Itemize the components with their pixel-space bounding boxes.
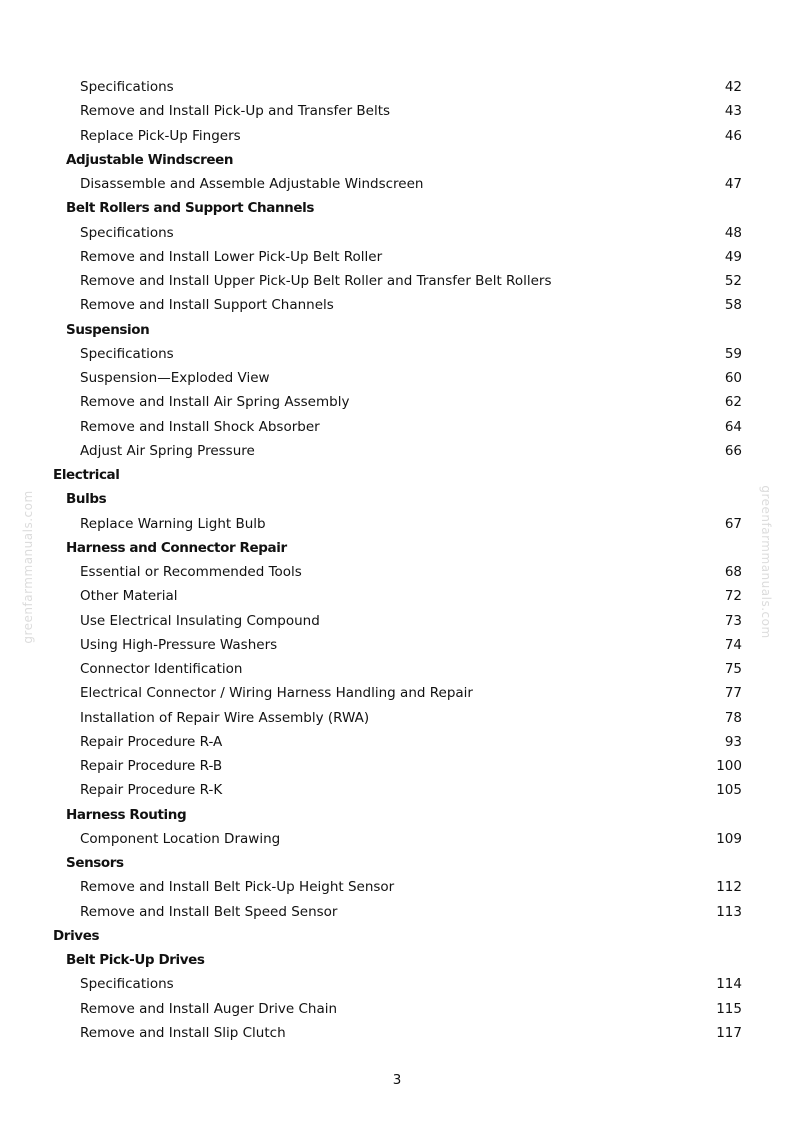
- table-of-contents: [0, 75, 794, 1045]
- toc-entry[interactable]: [0, 366, 794, 390]
- toc-entry-page: 114: [716, 976, 742, 993]
- toc-entry-page: 93: [724, 733, 742, 750]
- toc-entry-page: 68: [724, 564, 742, 580]
- toc-entry-page: 66: [724, 442, 742, 459]
- toc-entry[interactable]: [0, 657, 794, 681]
- toc-entry-page: 72: [724, 588, 742, 605]
- toc-entry-title: Specifications: [80, 976, 174, 993]
- toc-entry-page: 52: [724, 273, 742, 289]
- toc-entry-page: 100: [716, 758, 742, 774]
- toc-entry-page: 43: [724, 103, 742, 120]
- toc-section: [0, 851, 794, 875]
- toc-entry-page: 105: [716, 782, 742, 799]
- toc-section: [0, 196, 794, 220]
- toc-chapter: [0, 924, 794, 948]
- toc-entry-page: 67: [724, 515, 742, 532]
- toc-entry-title: Harness Routing: [66, 806, 187, 823]
- toc-entry-title: Repair Procedure R-A: [80, 733, 223, 750]
- toc-entry-title: Installation of Repair Wire Assembly (RWA): [80, 709, 370, 726]
- toc-entry-title: Remove and Install Lower Pick-Up Belt Roller: [80, 248, 383, 265]
- toc-section: [0, 318, 794, 342]
- toc-entry[interactable]: [0, 415, 794, 439]
- toc-entry[interactable]: [0, 997, 794, 1021]
- toc-entry-page: 75: [724, 661, 742, 677]
- toc-entry-title: Remove and Install Belt Pick-Up Height Sensor: [80, 879, 395, 896]
- toc-entry-title: Adjustable Windscreen: [66, 151, 234, 168]
- toc-chapter: [0, 463, 794, 487]
- toc-entry-page: 73: [724, 612, 742, 629]
- toc-entry[interactable]: [0, 972, 794, 996]
- toc-entry[interactable]: [0, 172, 794, 196]
- toc-entry[interactable]: [0, 681, 794, 705]
- toc-entry-title: Specifications: [80, 345, 174, 362]
- toc-entry[interactable]: [0, 754, 794, 778]
- toc-entry-title: Replace Warning Light Bulb: [80, 515, 266, 532]
- toc-entry[interactable]: [0, 342, 794, 366]
- toc-entry-title: Electrical: [53, 467, 120, 483]
- toc-entry-page: 60: [724, 370, 742, 386]
- toc-entry[interactable]: [0, 124, 794, 148]
- toc-entry-title: Disassemble and Assemble Adjustable Windscreen: [80, 176, 424, 192]
- toc-entry-title: Remove and Install Auger Drive Chain: [80, 1000, 338, 1017]
- toc-entry[interactable]: [0, 730, 794, 754]
- toc-entry[interactable]: [0, 390, 794, 414]
- toc-entry[interactable]: [0, 633, 794, 657]
- toc-entry-title: Remove and Install Support Channels: [80, 297, 334, 314]
- toc-entry-title: Electrical Connector / Wiring Harness Handling and Repair: [80, 685, 473, 702]
- toc-entry-page: 74: [724, 636, 742, 653]
- toc-entry-page: 117: [716, 1024, 742, 1041]
- toc-entry[interactable]: [0, 584, 794, 608]
- toc-entry[interactable]: [0, 269, 794, 293]
- toc-section: [0, 148, 794, 172]
- toc-entry-title: Belt Pick-Up Drives: [66, 952, 205, 968]
- toc-entry-title: Essential or Recommended Tools: [80, 564, 302, 580]
- toc-entry-page: 49: [724, 248, 742, 265]
- toc-entry-title: Drives: [53, 927, 100, 944]
- toc-entry[interactable]: [0, 827, 794, 851]
- toc-entry[interactable]: [0, 778, 794, 802]
- toc-entry-title: Connector Identification: [80, 661, 243, 677]
- toc-entry[interactable]: [0, 221, 794, 245]
- toc-entry-page: 113: [716, 903, 742, 920]
- toc-entry-title: Remove and Install Slip Clutch: [80, 1024, 286, 1041]
- toc-section: [0, 803, 794, 827]
- toc-section: [0, 948, 794, 972]
- toc-entry-title: Suspension—Exploded View: [80, 370, 270, 386]
- toc-entry-page: 58: [724, 297, 742, 314]
- watermark-right: greenfarmmanuals.com: [759, 485, 773, 639]
- toc-entry-page: 77: [724, 685, 742, 702]
- toc-entry-title: Component Location Drawing: [80, 830, 281, 847]
- toc-entry-title: Specifications: [80, 79, 174, 95]
- toc-entry-title: Bulbs: [66, 491, 107, 508]
- toc-entry[interactable]: [0, 609, 794, 633]
- toc-entry[interactable]: [0, 99, 794, 123]
- toc-entry-title: Specifications: [80, 224, 174, 241]
- toc-entry[interactable]: [0, 245, 794, 269]
- toc-entry-title: Remove and Install Air Spring Assembly: [80, 394, 350, 411]
- toc-entry-title: Adjust Air Spring Pressure: [80, 442, 255, 459]
- toc-entry[interactable]: [0, 1021, 794, 1045]
- toc-entry-title: Using High-Pressure Washers: [80, 636, 278, 653]
- toc-entry-title: Repair Procedure R-B: [80, 758, 223, 774]
- toc-entry-title: Harness and Connector Repair: [66, 539, 287, 556]
- watermark-left: greenfarmmanuals.com: [21, 490, 35, 644]
- toc-entry-page: 46: [724, 127, 742, 144]
- toc-entry[interactable]: [0, 75, 794, 99]
- toc-entry-page: 78: [724, 709, 742, 726]
- toc-entry-title: Replace Pick-Up Fingers: [80, 127, 241, 144]
- toc-section: [0, 536, 794, 560]
- toc-entry-page: 115: [716, 1000, 742, 1017]
- toc-entry[interactable]: [0, 875, 794, 899]
- toc-entry-title: Remove and Install Belt Speed Sensor: [80, 903, 338, 920]
- toc-entry-title: Belt Rollers and Support Channels: [66, 200, 315, 217]
- toc-entry-title: Suspension: [66, 321, 150, 338]
- toc-entry-title: Sensors: [66, 855, 124, 871]
- toc-entry-title: Remove and Install Shock Absorber: [80, 418, 320, 435]
- toc-entry[interactable]: [0, 560, 794, 584]
- toc-entry-page: 48: [724, 224, 742, 241]
- toc-entry-page: 109: [716, 830, 742, 847]
- toc-entry-page: 112: [716, 879, 742, 896]
- toc-entry-page: 59: [724, 345, 742, 362]
- toc-entry[interactable]: [0, 512, 794, 536]
- toc-entry-page: 62: [724, 394, 742, 411]
- toc-entry[interactable]: [0, 439, 794, 463]
- toc-entry-title: Remove and Install Pick-Up and Transfer Belts: [80, 103, 391, 120]
- toc-entry[interactable]: [0, 293, 794, 317]
- toc-section: [0, 487, 794, 511]
- toc-entry-title: Use Electrical Insulating Compound: [80, 612, 320, 629]
- toc-entry[interactable]: [0, 706, 794, 730]
- toc-entry-page: 47: [724, 176, 742, 192]
- toc-entry-page: 42: [724, 79, 742, 95]
- toc-entry[interactable]: [0, 900, 794, 924]
- toc-entry-page: 64: [724, 418, 742, 435]
- toc-entry-title: Repair Procedure R-K: [80, 782, 223, 799]
- toc-entry-title: Remove and Install Upper Pick-Up Belt Roller and Transfer Belt Rollers: [80, 273, 552, 289]
- page-number: 3: [392, 1072, 402, 1088]
- toc-entry-title: Other Material: [80, 588, 178, 605]
